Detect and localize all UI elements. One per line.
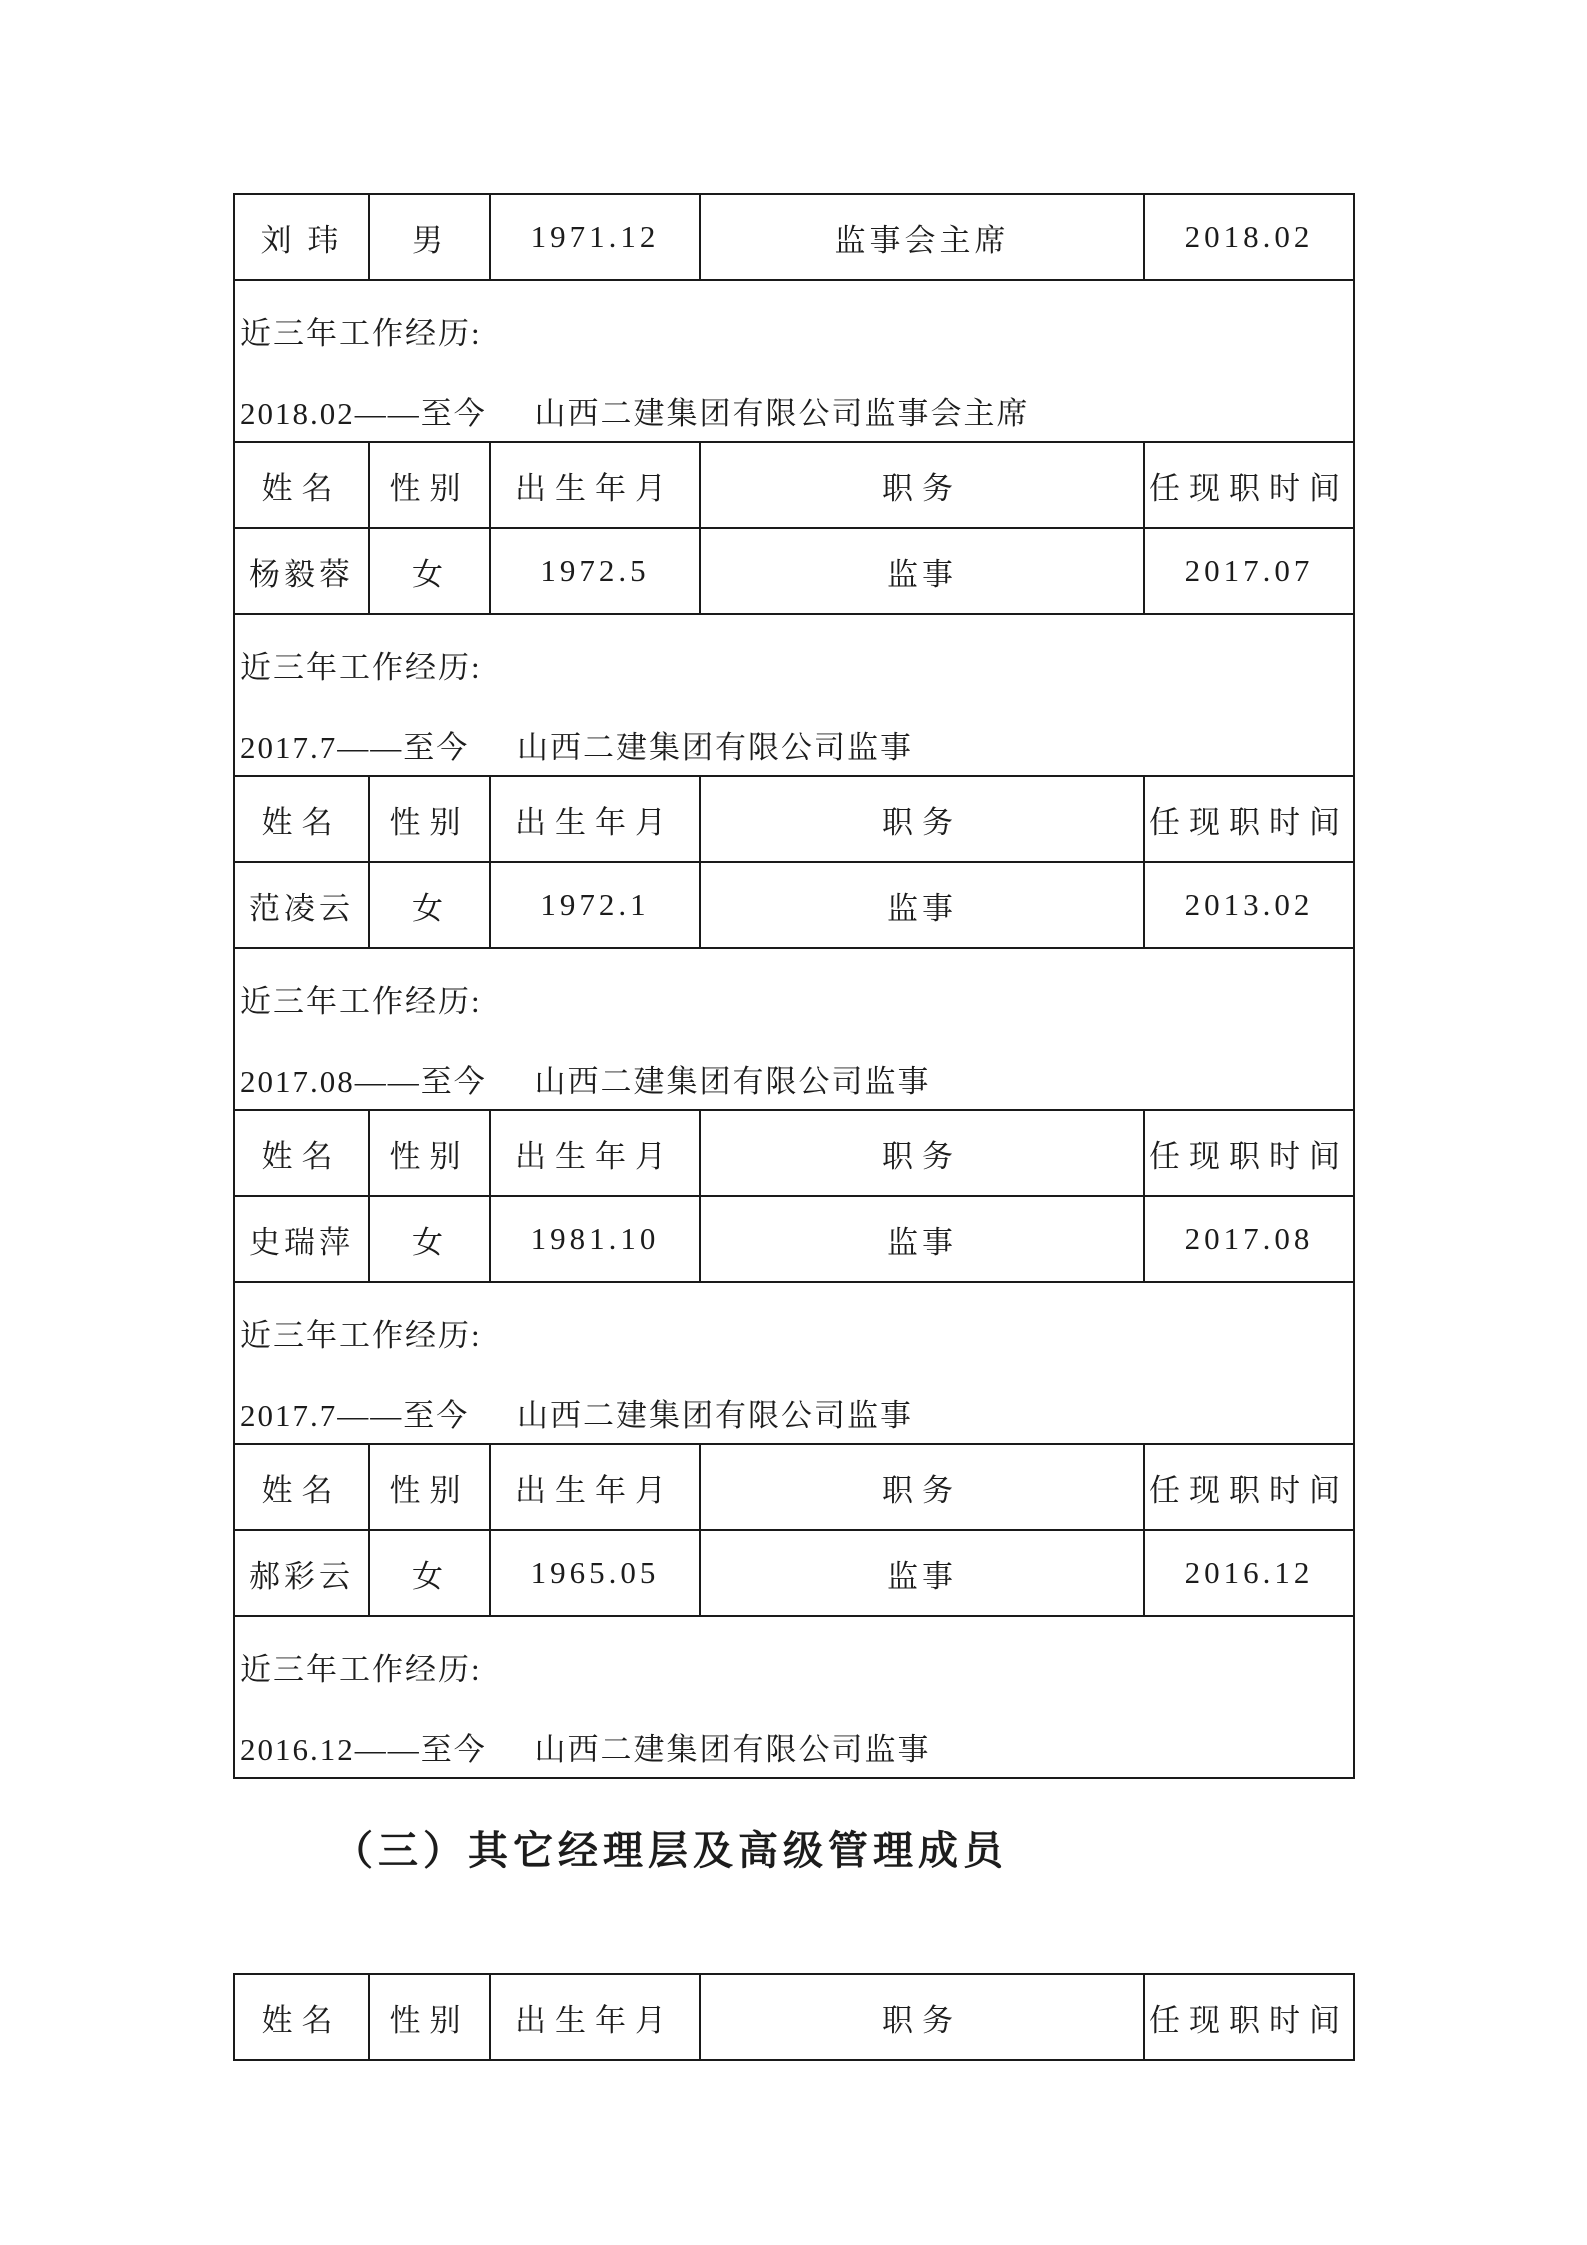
member-birth-cell: 1972.5 [490,528,700,614]
member-position-cell: 监事会主席 [700,194,1144,280]
member-row [234,1530,1354,1616]
column-header-position: 职务 [700,1974,1144,2060]
experience-role: 山西二建集团有限公司监事 [534,1732,931,1767]
table-header-row [234,1110,1354,1196]
experience-cell [234,1616,1354,1778]
member-position-cell: 监事 [700,1530,1144,1616]
column-header-name: 姓名 [234,442,369,528]
member-gender-cell: 女 [369,1530,490,1616]
table-header-row [234,776,1354,862]
column-header-birth: 出生年月 [490,776,700,862]
column-header-position: 职务 [700,1110,1144,1196]
experience-row [234,948,1354,1110]
experience-entry [240,398,1353,430]
experience-row [234,1616,1354,1778]
column-header-gender: 性别 [369,1974,490,2060]
member-name-cell: 郝彩云 [234,1530,369,1616]
section-heading: （三）其它经理层及高级管理成员 [333,1828,1008,1873]
column-header-appointed: 任现职时间 [1144,776,1354,862]
experience-label: 近三年工作经历: [240,650,482,685]
experience-period: 2017.7——至今 [240,1398,470,1433]
experience-role: 山西二建集团有限公司监事 [534,1064,931,1099]
experience-entry [240,1066,1353,1098]
experience-label: 近三年工作经历: [240,984,482,1019]
column-header-gender: 性别 [369,1110,490,1196]
member-appointed-cell: 2017.08 [1144,1196,1354,1282]
column-header-position: 职务 [700,442,1144,528]
experience-period: 2016.12——至今 [240,1732,487,1767]
column-header-position: 职务 [700,776,1144,862]
column-header-birth: 出生年月 [490,442,700,528]
experience-cell [234,280,1354,442]
experience-label: 近三年工作经历: [240,1652,482,1687]
member-gender-cell: 女 [369,1196,490,1282]
member-position-cell: 监事 [700,862,1144,948]
column-header-appointed: 任现职时间 [1144,1444,1354,1530]
table-header-row [234,442,1354,528]
column-header-birth: 出生年月 [490,1974,700,2060]
experience-period: 2018.02——至今 [240,396,487,431]
member-appointed-cell: 2013.02 [1144,862,1354,948]
experience-role: 山西二建集团有限公司监事会主席 [534,396,1030,431]
experience-entry [240,1400,1353,1432]
member-birth-cell: 1981.10 [490,1196,700,1282]
experience-row [234,280,1354,442]
member-name-cell: 杨毅蓉 [234,528,369,614]
column-header-name: 姓名 [234,1974,369,2060]
column-header-name: 姓名 [234,776,369,862]
column-header-gender: 性别 [369,442,490,528]
experience-cell [234,948,1354,1110]
column-header-gender: 性别 [369,1444,490,1530]
member-row [234,528,1354,614]
column-header-appointed: 任现职时间 [1144,442,1354,528]
member-birth-cell: 1972.1 [490,862,700,948]
column-header-position: 职务 [700,1444,1144,1530]
column-header-name: 姓名 [234,1444,369,1530]
experience-label: 近三年工作经历: [240,1318,482,1353]
experience-entry [240,732,1353,764]
member-name-cell: 范凌云 [234,862,369,948]
member-birth-cell: 1971.12 [490,194,700,280]
experience-role: 山西二建集团有限公司监事 [517,1398,913,1433]
column-header-appointed: 任现职时间 [1144,1110,1354,1196]
experience-role: 山西二建集团有限公司监事 [517,730,913,765]
experience-row [234,1282,1354,1444]
member-gender-cell: 女 [369,862,490,948]
member-appointed-cell: 2017.07 [1144,528,1354,614]
management-table [233,1973,1355,2061]
member-position-cell: 监事 [700,528,1144,614]
member-row [234,862,1354,948]
experience-entry [240,1734,1353,1766]
member-name-cell: 史瑞萍 [234,1196,369,1282]
member-gender-cell: 女 [369,528,490,614]
experience-period: 2017.08——至今 [240,1064,487,1099]
table-header-row [234,1444,1354,1530]
supervisors-table [233,193,1355,1779]
member-gender-cell: 男 [369,194,490,280]
table-header-row [234,1974,1354,2060]
experience-period: 2017.7——至今 [240,730,470,765]
member-row [234,1196,1354,1282]
member-name-cell: 刘 玮 [234,194,369,280]
member-birth-cell: 1965.05 [490,1530,700,1616]
member-row [234,194,1354,280]
column-header-appointed: 任现职时间 [1144,1974,1354,2060]
column-header-birth: 出生年月 [490,1444,700,1530]
member-appointed-cell: 2018.02 [1144,194,1354,280]
column-header-gender: 性别 [369,776,490,862]
experience-cell [234,614,1354,776]
member-appointed-cell: 2016.12 [1144,1530,1354,1616]
experience-label: 近三年工作经历: [240,316,482,351]
experience-row [234,614,1354,776]
column-header-name: 姓名 [234,1110,369,1196]
member-position-cell: 监事 [700,1196,1144,1282]
experience-cell [234,1282,1354,1444]
column-header-birth: 出生年月 [490,1110,700,1196]
